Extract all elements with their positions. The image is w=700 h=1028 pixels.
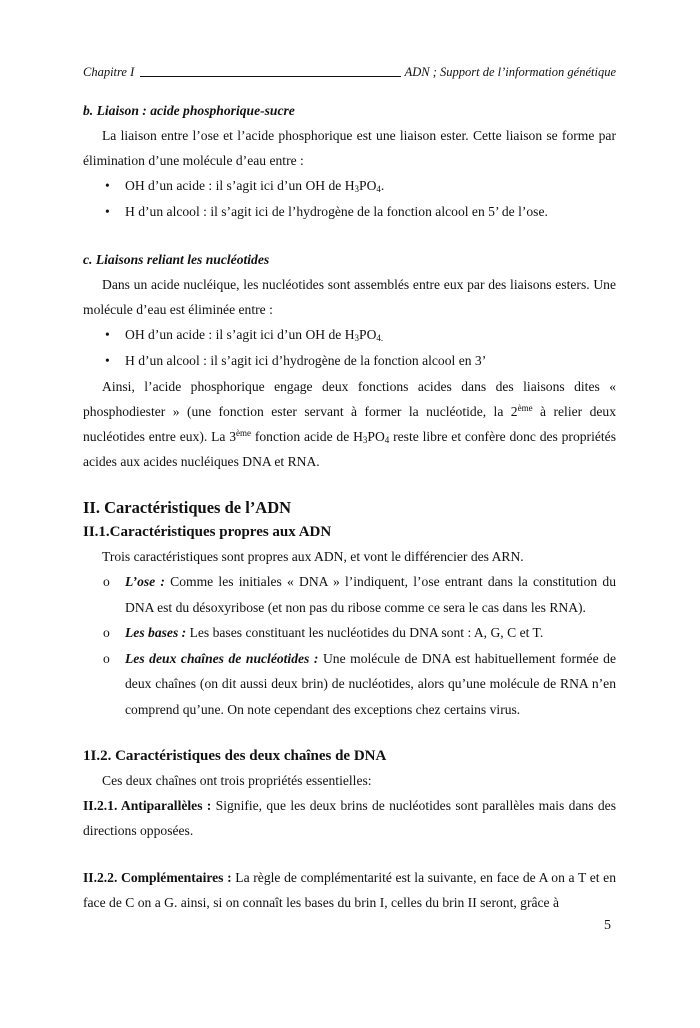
list-item: • H d’un alcool : il s’agit ici de l’hydrogène de la fonction alcool en 5’ de l’ose. [83, 199, 616, 225]
list-item: • OH d’un acide : il s’agit ici d’un OH de $H_3PO_4$. [83, 173, 616, 199]
page-content [83, 98, 616, 915]
section-b-paragraph: La liaison entre l’ose et l’acide phosphorique est une liaison ester. Cette liaison se forme par élimination d’une molécule d’eau entre : [83, 128, 616, 168]
section-b-title: b. Liaison : acide phosphorique-sucre [83, 103, 295, 118]
bullet-icon: • [105, 327, 110, 342]
list-item: • H d’un alcool : il s’agit ici d’hydrogène de la fonction alcool en 3’ [83, 348, 616, 374]
circle-bullet-icon: o [103, 650, 110, 666]
section-c-paragraph: Dans un acide nucléique, les nucléotides sont assemblés entre eux par des liaisons esters. Une molécule d’eau est éliminée entre : [83, 277, 616, 317]
circle-bullet-icon: o [103, 625, 110, 640]
header-title: ADN ; Support de l’information génétique [404, 65, 616, 79]
section-ii-1-list [83, 569, 616, 722]
section-ii-1-intro: Trois caractéristiques sont propres aux ADN, et vont le différencier des ARN. [102, 549, 524, 564]
list-item: o Les bases : Les bases constituant les nucléotides du DNA sont : A, G, C et T. [83, 620, 616, 646]
circle-bullet-icon: o [103, 574, 110, 589]
section-ii-2-heading: 1I.2. Caractéristiques des deux chaînes de DNA [83, 748, 387, 764]
section-c-paragraph-2: Ainsi, l’acide phosphorique engage deux fonctions acides dans des liaisons dites « phosphodiester » (une fonction ester servant à former la nucléotide, la 2ème à relier deux nucléotides entre eux). La 3ème fonction acide de $H_3PO_4$ reste libre et confère donc des propriétés acides aux acides nucléiques DNA et RNA. [83, 379, 616, 469]
bullet-icon: • [105, 204, 110, 219]
header-chapter: Chapitre I [83, 65, 135, 79]
section-ii-2-1-paragraph: II.2.1. Antiparallèles : Signifie, que les deux brins de nucléotides sont parallèles mais dans des directions opposées. [83, 798, 616, 838]
section-ii-heading: II. Caractéristiques de l’ADN [83, 498, 292, 517]
section-ii-1-heading: II.1.Caractéristiques propres aux ADN [83, 524, 332, 540]
page-header [83, 62, 616, 80]
bullet-icon: • [105, 353, 110, 368]
section-b-bullets [83, 173, 616, 225]
list-item: • OH d’un acide : il s’agit ici d’un OH de $H_3PO_{4.}$ [83, 322, 616, 348]
list-item: o L’ose : Comme les initiales « DNA » l’indiquent, l’ose entrant dans la constitution du DNA est du désoxyribose (et non pas du ribose comme ce sera le cas dans les RNA). [83, 569, 616, 620]
page-number: 5 [604, 918, 611, 933]
section-ii-2-2-paragraph: II.2.2. Complémentaires : La règle de complémentarité est la suivante, en face de A on a T et en face de C on a G. ainsi, si on connaît les bases du brin I, celles du brin II seront, grâce à [83, 870, 616, 910]
section-c-bullets [83, 322, 616, 374]
section-ii-2-intro: Ces deux chaînes ont trois propriétés essentielles: [102, 773, 372, 788]
list-item: o Les deux chaînes de nucléotides : Une molécule de DNA est habituellement formée de deux chaînes (on dit aussi deux brin) de nucléotides, alors qu’une molécule de RNA n’en comprend qu’une. On note cependant des exceptions chez certains virus. [83, 646, 616, 723]
section-c-title: c. Liaisons reliant les nucléotides [83, 252, 270, 267]
bullet-icon: • [105, 178, 110, 193]
header-rule [140, 76, 400, 77]
